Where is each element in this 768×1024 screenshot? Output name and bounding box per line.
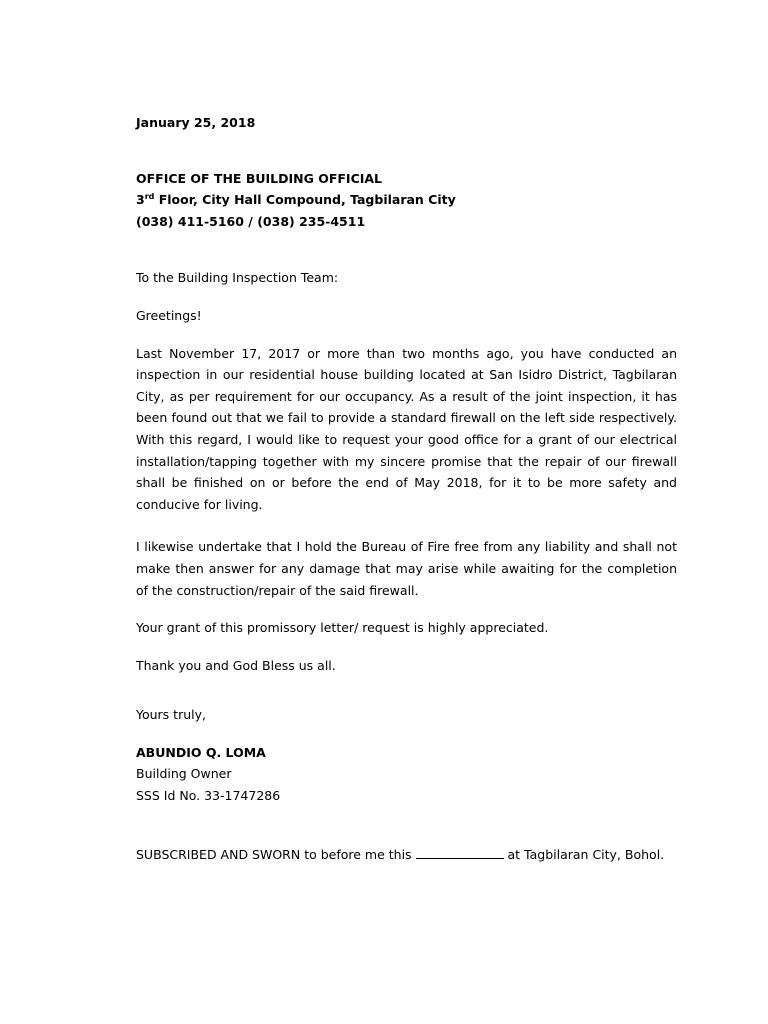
- salutation: To the Building Inspection Team:: [136, 270, 339, 286]
- letter-document: [136, 112, 677, 865]
- signatory-id: SSS Id No. 33-1747286: [136, 788, 281, 804]
- floor-suffix: rd: [144, 192, 155, 202]
- oath-before: SUBSCRIBED AND SWORN to before me this: [136, 846, 416, 862]
- oath-line: [136, 844, 677, 866]
- signatory-title: Building Owner: [136, 766, 232, 782]
- signature-block: [136, 742, 677, 807]
- body-paragraph-4: Thank you and God Bless us all.: [136, 657, 336, 673]
- body-paragraph-3: Your grant of this promissory letter/ request is highly appreciated.: [136, 620, 549, 636]
- recipient-office: OFFICE OF THE BUILDING OFFICIAL: [136, 170, 383, 186]
- address-rest: Floor, City Hall Compound, Tagbilaran City: [154, 192, 456, 208]
- signatory-name: ABUNDIO Q. LOMA: [136, 744, 266, 760]
- floor-number: 3: [136, 192, 145, 208]
- body-paragraph-1: Last November 17, 2017 or more than two months ago, you have conducted an inspection in our residential house building located at San Isidro District, Tagbilaran City, as per requirement for our occupancy. As a result of the joint inspection, it has been found out that we fail to provide a standard firewall on the left side respectively. With this regard, I would like to request your good office for a grant of our electrical installation/tapping together with my sincere promise that the repair of our firewall shall be finished on or before the end of May 2018, for it to be more safety and conducive for living.: [136, 345, 677, 512]
- closing: Yours truly,: [136, 707, 206, 723]
- recipient-address: [136, 189, 677, 211]
- date-blank-line: [416, 846, 504, 859]
- oath-after: at Tagbilaran City, Bohol.: [503, 846, 665, 862]
- greeting: Greetings!: [136, 307, 202, 323]
- recipient-block: [136, 168, 677, 233]
- letter-date: January 25, 2018: [136, 115, 256, 130]
- body-paragraph-2: I likewise undertake that I hold the Bureau of Fire free from any liability and shall not make then answer for any damage that may arise while awaiting for the completion of the construction/repair of the said firewall.: [136, 539, 677, 598]
- recipient-phone: (038) 411-5160 / (038) 235-4511: [136, 213, 366, 229]
